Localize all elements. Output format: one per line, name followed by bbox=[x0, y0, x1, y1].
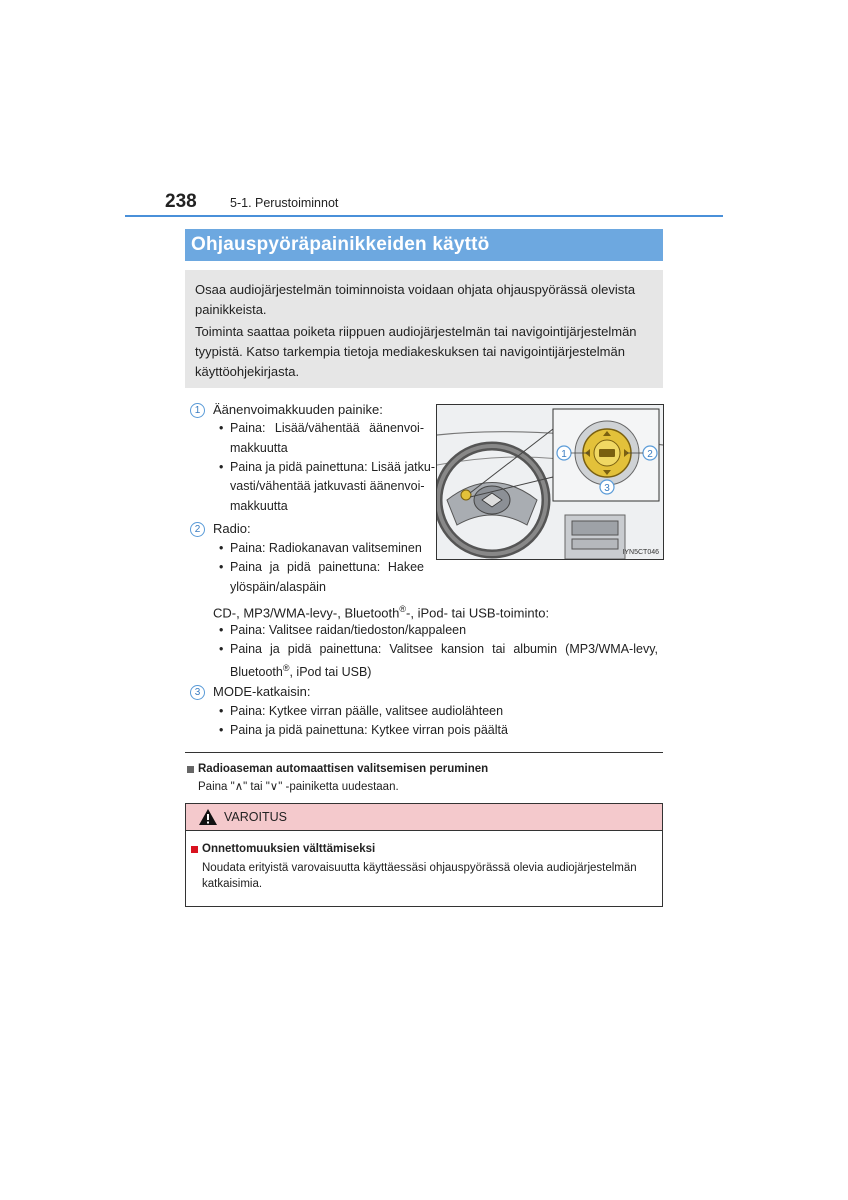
page-number: 238 bbox=[165, 191, 197, 212]
list-item: • Paina: Radiokanavan valitseminen bbox=[230, 539, 422, 559]
gray-square-marker-icon bbox=[187, 766, 194, 773]
warning-triangle-icon bbox=[198, 808, 218, 826]
list-item: • Paina ja pidä painettuna: Lisää jatku- bbox=[230, 458, 424, 478]
item-number-1: 1 bbox=[190, 403, 205, 418]
list-item-continuation: Bluetooth®, iPod tai USB) bbox=[230, 663, 372, 680]
list-item: • Paina: Lisää/vähentää äänenvoi- bbox=[230, 419, 424, 439]
note-text: Paina "∧" tai "∨" -painiketta uudestaan. bbox=[198, 781, 399, 793]
list-item: • Paina: Valitsee raidan/tiedoston/kappaleen bbox=[230, 621, 466, 641]
list-item: • Paina: Kytkee virran päälle, valitsee audiolähteen bbox=[230, 702, 503, 722]
warning-label: VAROITUS bbox=[224, 810, 287, 824]
section-title-bar bbox=[185, 229, 663, 261]
steering-wheel-drawing bbox=[437, 405, 663, 559]
steering-wheel-illustration bbox=[436, 404, 664, 560]
note-heading: Radioaseman automaattisen valitsemisen peruminen bbox=[198, 763, 489, 775]
list-item: • Paina ja pidä painettuna: Hakee bbox=[230, 558, 424, 578]
media-mode-heading: CD-, MP3/WMA-levy-, Bluetooth®-, iPod- tai USB-toiminto: bbox=[213, 604, 550, 621]
callout-3: 3 bbox=[604, 483, 610, 494]
intro-line: Osaa audiojärjestelmän toiminnoista voidaan ohjata ohjauspyörässä olevista bbox=[195, 282, 636, 297]
list-item-continuation: vasti/vähentää jatkuvasti äänenvoi- bbox=[230, 479, 425, 493]
item-number-2: 2 bbox=[190, 522, 205, 537]
list-item-continuation: makkuutta bbox=[230, 499, 288, 513]
warning-box bbox=[185, 803, 663, 907]
callout-2: 2 bbox=[647, 449, 653, 460]
callout-1: 1 bbox=[561, 449, 567, 460]
red-square-marker-icon bbox=[191, 846, 198, 853]
item-1-label: Äänenvoimakkuuden painike: bbox=[213, 402, 383, 417]
list-item: • Paina ja pidä painettuna: Valitsee kansion tai albumin (MP3/WMA-levy, bbox=[230, 640, 658, 660]
list-item-continuation: ylöspäin/alaspäin bbox=[230, 580, 326, 594]
item-number-3: 3 bbox=[190, 685, 205, 700]
warning-header bbox=[186, 804, 662, 831]
section-reference: 5-1. Perustoiminnot bbox=[230, 196, 339, 210]
section-separator bbox=[185, 752, 663, 753]
figure-code: IYN5CT046 bbox=[622, 549, 659, 556]
item-3-label: MODE-katkaisin: bbox=[213, 684, 311, 699]
intro-box bbox=[185, 270, 663, 388]
warning-text-line: Noudata erityistä varovaisuutta käyttäessäsi ohjauspyörässä olevia audiojärjestelmän bbox=[202, 862, 637, 874]
intro-line: tyypistä. Katso tarkempia tietoja mediakeskuksen tai navigointijärjestelmän bbox=[195, 344, 625, 359]
warning-heading: Onnettomuuksien välttämiseksi bbox=[202, 843, 376, 855]
intro-line: painikkeista. bbox=[195, 302, 267, 317]
warning-text-line: katkaisimia. bbox=[202, 878, 263, 890]
header-rule bbox=[125, 215, 723, 217]
intro-line: Toiminta saattaa poiketa riippuen audiojärjestelmän tai navigointijärjestelmän bbox=[195, 324, 637, 339]
list-item: • Paina ja pidä painettuna: Kytkee virran pois päältä bbox=[230, 721, 508, 741]
item-2-label: Radio: bbox=[213, 521, 251, 536]
intro-line: käyttöohjekirjasta. bbox=[195, 364, 300, 379]
list-item-continuation: makkuutta bbox=[230, 441, 288, 455]
section-title: Ohjauspyöräpainikkeiden käyttö bbox=[191, 234, 490, 255]
